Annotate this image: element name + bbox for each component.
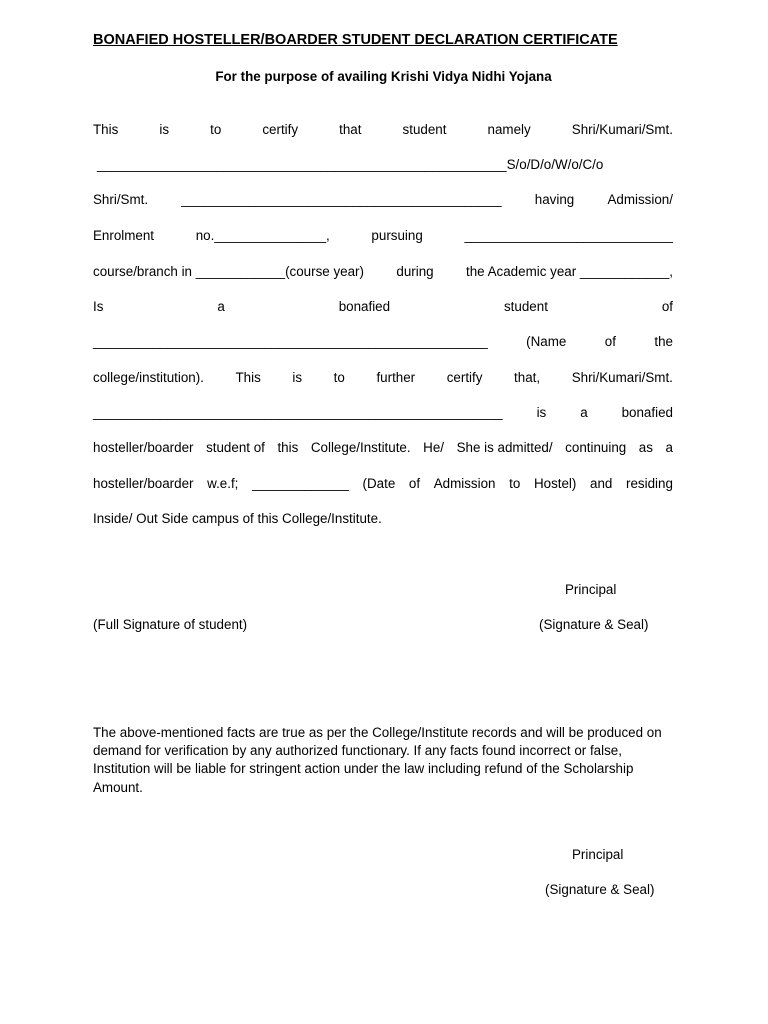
body-word: that	[339, 122, 362, 137]
body-word: _____________________________________________________	[93, 334, 488, 349]
signature-seal-label-2: (Signature & Seal)	[545, 882, 655, 897]
body-word: student	[503, 299, 548, 314]
body-word: that,	[514, 370, 541, 385]
certificate-subtitle: For the purpose of availing Krishi Vidya Nidhi Yojana	[215, 69, 552, 84]
body-word: He/	[423, 440, 445, 455]
body-word: is	[159, 122, 170, 137]
body-word: Admission/	[607, 192, 673, 207]
body-word: course/branch in ____________(course year)	[93, 264, 364, 279]
body-line	[93, 476, 673, 494]
body-word: hosteller/boarder	[93, 440, 194, 455]
body-word: a	[665, 440, 673, 455]
body-word: ___________________________________________	[181, 192, 502, 207]
body-word: She is admitted/	[456, 440, 553, 455]
body-word: ____________________________	[464, 228, 673, 243]
body-word: This	[235, 370, 261, 385]
body-word: bonafied	[338, 299, 391, 314]
body-word: Enrolment	[93, 228, 155, 243]
body-word: to	[333, 370, 345, 385]
body-word: Admission	[433, 476, 496, 491]
body-word: student	[402, 122, 447, 137]
body-word: Inside/ Out Side campus of this College/Institute.	[93, 511, 382, 526]
body-word: having	[534, 192, 575, 207]
body-word: as	[638, 440, 653, 455]
body-word: This	[93, 122, 119, 137]
body-line	[93, 192, 673, 210]
principal-label-1: Principal	[565, 582, 617, 597]
body-word: _____________	[252, 476, 349, 491]
body-line	[93, 228, 673, 246]
body-word: Shri/Kumari/Smt.	[571, 370, 673, 385]
body-line	[93, 264, 673, 282]
body-word: continuing	[565, 440, 627, 455]
body-line	[93, 122, 673, 140]
body-word: bonafied	[621, 405, 673, 420]
principal-label-2: Principal	[572, 847, 624, 862]
body-word: certify	[262, 122, 299, 137]
body-word: (Date	[362, 476, 396, 491]
body-word: residing	[626, 476, 673, 491]
body-word: to	[509, 476, 521, 491]
body-word: (Name	[526, 334, 567, 349]
body-word: College/Institute.	[310, 440, 411, 455]
body-word: namely	[487, 122, 531, 137]
body-word: the	[654, 334, 673, 349]
body-word: of	[408, 476, 421, 491]
body-word: student of	[206, 440, 265, 455]
body-word: college/institution).	[93, 370, 204, 385]
body-word: Is	[93, 299, 104, 314]
body-word: to	[210, 122, 222, 137]
body-word: pursuing	[371, 228, 423, 243]
body-word: the Academic year ____________,	[466, 264, 673, 279]
body-word: is	[536, 405, 547, 420]
body-word: Shri/Smt.	[93, 192, 149, 207]
certificate-title: BONAFIED HOSTELLER/BOARDER STUDENT DECLARATION CERTIFICATE	[93, 32, 618, 48]
body-line	[93, 299, 673, 317]
body-word: this	[277, 440, 299, 455]
body-word: no._______________,	[195, 228, 330, 243]
body-word: and	[590, 476, 613, 491]
body-word: of	[604, 334, 616, 349]
body-word: Shri/Kumari/Smt.	[571, 122, 673, 137]
declaration-footnote: The above-mentioned facts are true as per the College/Institute records and will be produced on demand for verification by any authorized functionary. If any facts found incorrect or false, Institution will be liable for stringent action under the law including refund of the Scholarship Amount.	[93, 725, 662, 795]
body-line	[93, 405, 673, 423]
body-word: Hostel)	[533, 476, 577, 491]
body-word: a	[217, 299, 225, 314]
signature-seal-label-1: (Signature & Seal)	[539, 617, 649, 632]
body-word: _______________________________________________________	[93, 405, 503, 420]
student-signature-label: (Full Signature of student)	[93, 617, 248, 632]
body-word: a	[580, 405, 588, 420]
body-word: w.e.f;	[207, 476, 239, 491]
body-line	[97, 157, 603, 172]
body-word: further	[376, 370, 416, 385]
body-line	[93, 440, 673, 458]
body-line	[93, 511, 382, 526]
body-word: certify	[446, 370, 483, 385]
body-word: hosteller/boarder	[93, 476, 194, 491]
body-word: is	[292, 370, 303, 385]
body-word: during	[396, 264, 434, 279]
body-word: _______________________________________________________S/o/D/o/W/o/C/o	[97, 157, 604, 172]
body-line	[93, 334, 673, 352]
body-word: of	[661, 299, 673, 314]
body-line	[93, 370, 673, 388]
